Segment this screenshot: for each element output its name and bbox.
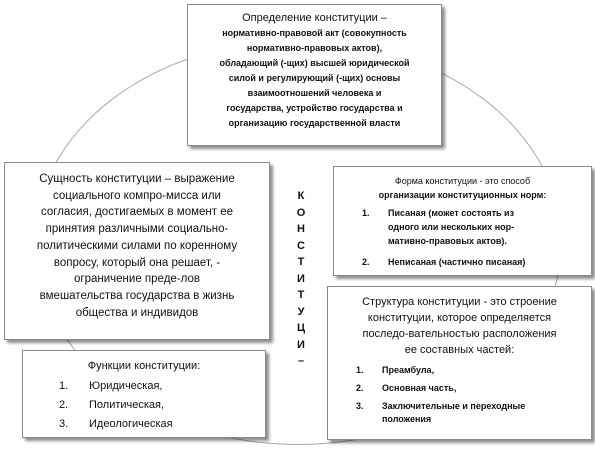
- essence-line: вопросу, который она решает, -: [53, 256, 221, 269]
- list-number: 3.: [59, 418, 69, 430]
- list-item-line: мативно-правовых актов).: [388, 236, 507, 246]
- list-item: [356, 364, 583, 377]
- definition-line: нормативно-правовой акт (совокупность: [222, 28, 407, 38]
- form-title-line: организации конституционных норм:: [378, 190, 547, 200]
- list-item-label: Юридическая,: [89, 380, 163, 392]
- list-item: [59, 396, 257, 415]
- structure-title-line: последо-вательностью расположения: [362, 328, 557, 340]
- vertical-letter: К: [297, 190, 305, 202]
- list-item: [356, 382, 583, 395]
- form-title: [342, 174, 583, 202]
- list-item: [362, 255, 583, 269]
- vertical-letter: Н: [297, 223, 305, 235]
- essence-line: социального компро-мисса или: [53, 189, 221, 202]
- essence-line: принятия различными социально-: [45, 223, 229, 236]
- vertical-letter: И: [297, 272, 305, 285]
- structure-box: [327, 286, 592, 440]
- list-item-line: Основная часть,: [382, 383, 457, 393]
- list-item-label: Идеологическая: [89, 418, 173, 430]
- essence-line: Сущность конституции – выражение: [39, 173, 235, 185]
- vertical-letter: –: [297, 355, 305, 367]
- structure-title-line: конституции, которое определяется: [367, 312, 552, 324]
- vertical-letter: О: [296, 206, 306, 219]
- structure-list: [356, 364, 583, 426]
- vertical-letter: Т: [297, 256, 305, 268]
- essence-line: политическими силами по коренному: [36, 239, 238, 252]
- list-number: 1.: [59, 380, 69, 392]
- list-number: 2.: [356, 383, 364, 393]
- list-item-line: Неписаная (частично писаная): [388, 257, 526, 267]
- list-number: 1.: [362, 208, 370, 218]
- essence-line: ограничение преде-лов: [74, 273, 200, 286]
- definition-line: государства, устройство государства и: [226, 103, 403, 113]
- list-item-line: Преамбула,: [382, 365, 435, 375]
- form-list: [362, 206, 583, 269]
- definition-body: [194, 26, 435, 131]
- definition-title: Определение конституции –: [242, 12, 387, 24]
- vertical-letter: И: [297, 338, 305, 351]
- essence-text: [11, 171, 263, 321]
- definition-line: нормативно-правовых актов),: [246, 43, 383, 53]
- list-number: 2.: [362, 257, 370, 267]
- definition-line: организацию государственной власти: [228, 118, 401, 128]
- vertical-letter: С: [297, 239, 305, 252]
- structure-title: [336, 294, 583, 358]
- list-number: 2.: [59, 399, 69, 411]
- list-number: 3.: [356, 401, 364, 411]
- functions-title: Функции конституции:: [87, 360, 201, 372]
- structure-title-line: Структура конституции - это строение: [362, 296, 557, 308]
- definition-line: силой и регулирующий (-щих) основы: [228, 73, 401, 83]
- list-item: [362, 206, 583, 248]
- definition-line: взаимоотношений человека и: [247, 88, 382, 98]
- vertical-letter: Ц: [296, 322, 306, 334]
- list-item: [59, 415, 257, 434]
- list-item-line: одного или нескольких нор-: [388, 222, 515, 232]
- form-box: [333, 166, 592, 276]
- functions-box: [22, 350, 266, 438]
- list-item-line: Писаная (может состоять из: [388, 208, 515, 218]
- list-item: [59, 377, 257, 396]
- list-item-line: положения: [382, 414, 432, 424]
- list-item-line: Заключительные и переходные: [382, 401, 526, 411]
- list-item-label: Политическая,: [89, 399, 165, 411]
- essence-line: общества и индивидов: [75, 306, 199, 319]
- vertical-word-constitution: [290, 188, 312, 370]
- vertical-letter: У: [297, 305, 305, 318]
- vertical-letter: Т: [297, 289, 305, 301]
- form-title-line: Форма конституции - это способ: [394, 176, 531, 186]
- structure-title-line: ее составных частей:: [404, 344, 515, 356]
- list-item: [356, 400, 583, 426]
- essence-line: согласия, достигаемых в момент ее: [40, 206, 234, 219]
- functions-list: [59, 377, 257, 434]
- definition-line: обладающий (-щих) высшей юридической: [219, 58, 410, 68]
- list-number: 1.: [356, 365, 364, 375]
- definition-box: [187, 4, 442, 146]
- essence-line: вмешательства государства в жизнь: [39, 289, 235, 302]
- essence-box: [4, 162, 270, 340]
